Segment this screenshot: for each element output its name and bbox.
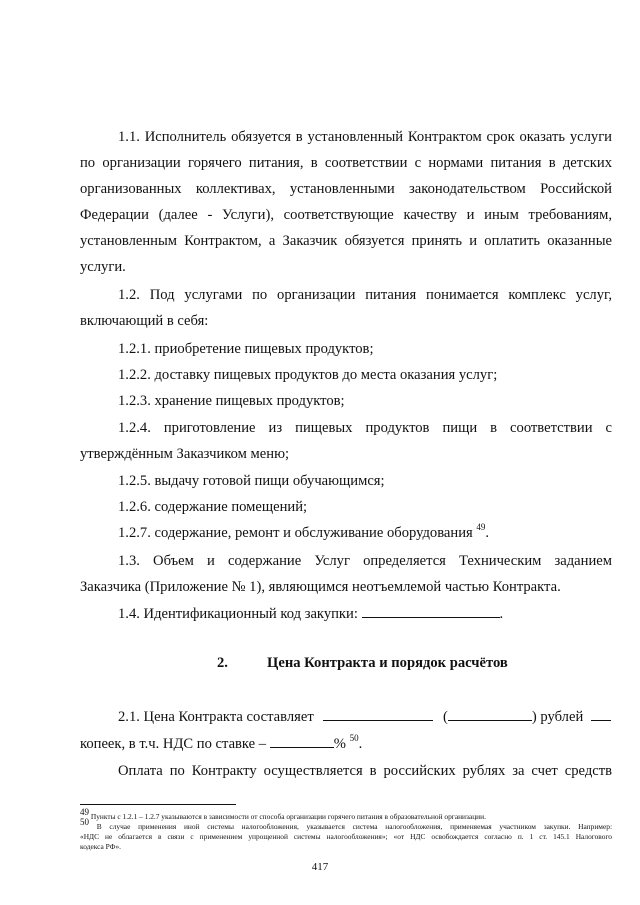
item-1-2-6: 1.2.6. содержание помещений; [118, 499, 308, 515]
paragraph-1-4-period: . [499, 606, 504, 622]
paragraph-2-1-period: . [358, 736, 363, 752]
paragraph-2-1-line-2 [80, 734, 612, 753]
paragraph-1-4-text: 1.4. Идентификационный код закупки: [118, 606, 358, 622]
footnote-separator [80, 804, 236, 805]
price-words-blank [448, 707, 532, 721]
item-1-2-1: 1.2.1. приобретение пищевых продуктов; [118, 341, 374, 357]
procurement-code-blank [362, 604, 500, 618]
paragraph-1-1-line-2: по организации горячего питания, в соответствии с нормами питания в детских [80, 155, 612, 171]
paragraph-2-1-line-1 [118, 707, 612, 726]
paragraph-1-1-line-1: 1.1. Исполнитель обязуется в установленный Контрактом срок оказать услуги [118, 129, 612, 145]
item-1-2-7-period: . [485, 525, 490, 541]
paragraph-1-4 [118, 604, 612, 623]
item-1-2-2: 1.2.2. доставку пищевых продуктов до места оказания услуг; [118, 367, 498, 383]
item-1-2-5: 1.2.5. выдачу готовой пищи обучающимся; [118, 473, 385, 489]
paragraph-2-1-text-d: копеек, в т.ч. НДС по ставке – [80, 736, 267, 752]
paragraph-1-3-line-2: Заказчика (Приложение № 1), являющимся неотъемлемой частью Контракта. [80, 579, 561, 595]
section-2-title: Цена Контракта и порядок расчётов [267, 655, 508, 671]
footnote-49 [80, 806, 612, 822]
paragraph-1-2-line-1: 1.2. Под услугами по организации питания понимается комплекс услуг, [118, 287, 612, 303]
footnote-50-mark: 50 [80, 816, 89, 827]
paragraph-2-1-text-a: 2.1. Цена Контракта составляет [118, 709, 314, 725]
item-1-2-4-line-2: утверждённым Заказчиком меню; [80, 446, 290, 462]
price-digits-blank [323, 707, 433, 721]
footnote-ref-50: 50 [349, 733, 359, 744]
paragraph-1-1-line-4: Федерации (далее - Услуги), соответствующие качеству и иным требованиям, [80, 207, 612, 223]
item-1-2-3: 1.2.3. хранение пищевых продуктов; [118, 393, 345, 409]
footnote-49-mark: 49 [80, 806, 89, 817]
footnote-ref-49: 49 [476, 522, 486, 533]
paragraph-2-2-line-1: Оплата по Контракту осуществляется в российских рублях за счет средств [118, 763, 612, 779]
footnote-50-line-3: кодекса РФ». [80, 842, 122, 851]
vat-rate-blank [270, 734, 334, 748]
section-2-number: 2. [217, 655, 228, 671]
paragraph-1-3-line-1: 1.3. Объем и содержание Услуг определяется Техническим заданием [118, 553, 612, 569]
item-1-2-7 [118, 524, 612, 542]
paragraph-1-1-line-6: услуги. [80, 259, 126, 275]
paragraph-1-2-line-2: включающий в себя: [80, 313, 209, 329]
paragraph-2-1-percent: % [333, 736, 346, 752]
paragraph-2-1-text-c: ) рублей [531, 709, 584, 725]
paragraph-1-1-line-5: установленным Контрактом, а Заказчик обязуется принять и оплатить оказанные [80, 233, 612, 249]
page-number: 417 [311, 861, 329, 873]
footnote-50-line-2: «НДС не облагается в связи с применением упрощенной системы налогообложения»; «от НДС освобождается согласно п. 1 ст. 145.1 Налогового [80, 832, 612, 841]
paragraph-1-1-line-3: организованных коллективах, установленными законодательством Российской [80, 181, 612, 197]
kopecks-blank [591, 707, 611, 721]
item-1-2-4-line-1: 1.2.4. приготовление из пищевых продуктов пищи в соответствии с [118, 420, 612, 436]
footnote-50-text-1: В случае применения иной системы налогообложения, указывается система налогообложения, применяемая участником закупки. Например: [96, 822, 612, 831]
footnote-49-text: Пункты с 1.2.1 – 1.2.7 указываются в зависимости от способа организации горячего питания в образовательной организации. [90, 812, 486, 821]
item-1-2-7-text: 1.2.7. содержание, ремонт и обслуживание оборудования [118, 525, 473, 541]
paragraph-2-1-paren-open: ( [443, 709, 448, 725]
